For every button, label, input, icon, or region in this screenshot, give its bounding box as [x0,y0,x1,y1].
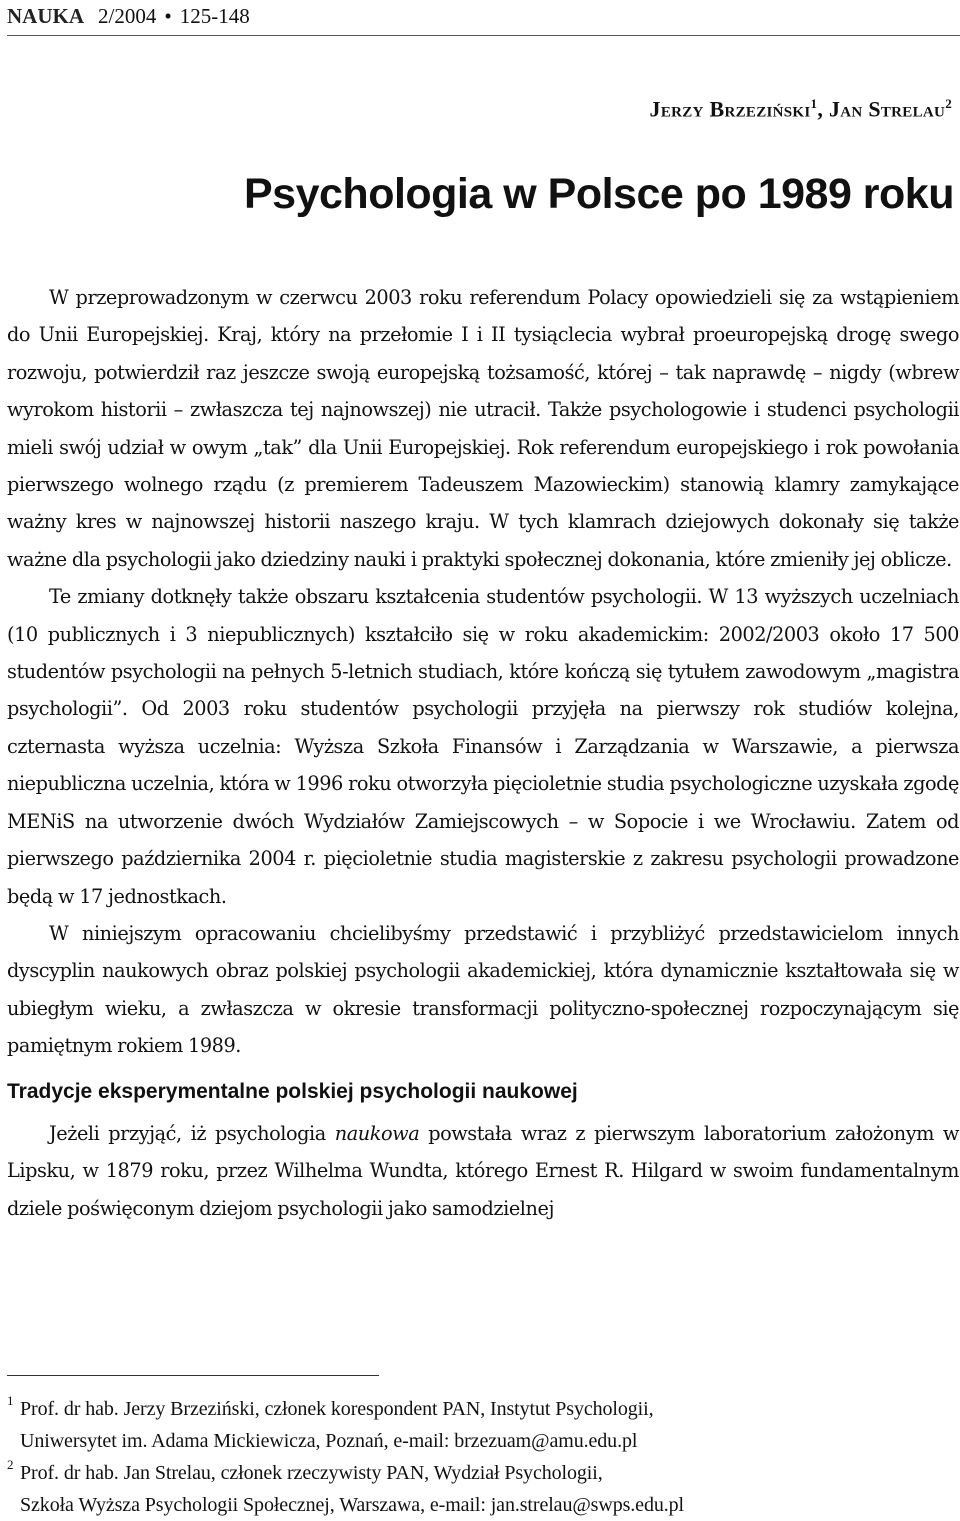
footnote-1-line-2: Uniwersytet im. Adama Mickiewicza, Poznań, e-mail: brzezuam@amu.edu.pl [20,1430,638,1452]
footnote-2 [7,1457,957,1521]
running-header [7,2,960,36]
article-body [7,279,959,1227]
article-authors [650,96,952,122]
footnotes [7,1393,957,1521]
paragraph-1: W przeprowadzonym w czerwcu 2003 roku referendum Polacy opowiedzieli się za wstąpieniem do Unii Europejskiej. Kraj, który na przełomie I i II tysiąclecia wybrał proeuropejską drogę swego rozwoju, potwierdził raz jeszcze swoją europejską tożsamość, której – tak naprawdę – nigdy (wbrew wyrokom historii – zwłaszcza tej najnowszej) nie utracił. Także psychologowie i studenci psychologii mieli swój udział w owym „tak” dla Unii Europejskiej. Rok referendum europejskiego i rok powołania pierwszego wolnego rządu (z premierem Tadeuszem Mazowieckim) stanowią klamry zamykające ważny kres w najnowszej historii naszego kraju. W tych klamrach dziejowych dokonały się także ważne dla psychologii jako dziedziny nauki i praktyki społecznej dokonania, które zmieniły jej oblicze. [7,286,959,571]
footnote-1 [7,1393,957,1457]
author-2-name: Jan Strelau [828,96,946,122]
footnote-2-mark: 2 [7,1457,14,1472]
issue-number: 2/2004 [98,4,157,28]
footnote-2-line-2: Szkoła Wyższa Psychologii Społecznej, Warszawa, e-mail: jan.strelau@swps.edu.pl [20,1494,685,1516]
footnote-1-mark: 1 [7,1393,14,1408]
italic-term: naukowa [334,1121,420,1145]
paragraph-4-start: Jeżeli przyjąć, iż psychologia [49,1121,335,1145]
page-range: 125-148 [179,4,250,28]
article-title: Psychologia w Polsce po 1989 roku [244,170,954,218]
author-separator: , [817,96,824,122]
paragraph-4-end: powstała wraz z pierwszym laboratorium założonym w Lipsku, w 1879 roku, przez Wilhelma Wundta, którego Ernest R. Hilgard w swoim fundamentalnym dziele poświęconym dziejom psychologii jako samodzielnej [7,1121,959,1220]
footnote-1-line-1: Prof. dr hab. Jerzy Brzeziński, członek korespondent PAN, Instytut Psychologii, [20,1398,654,1420]
author-1-footnote-mark: 1 [810,96,818,111]
author-1-name: Jerzy Brzeziński [649,96,811,122]
bullet-separator: • [164,4,172,28]
journal-name: NAUKA [7,4,84,28]
paragraph-4 [7,1115,959,1227]
author-2-footnote-mark: 2 [945,96,952,111]
paragraph-3: W niniejszym opracowaniu chcielibyśmy przedstawić i przybliżyć przedstawicielom innych dyscyplin naukowych obraz polskiej psychologii akademickiej, która dynamicznie kształtowała się w ubiegłym wieku, a zwłaszcza w okresie transformacji polityczno-społecznej rozpoczynającym się pamiętnym rokiem 1989. [7,921,959,1058]
section-heading: Tradycje eksperymentalne polskiej psychologii naukowej [7,1079,578,1103]
paragraph-2: Te zmiany dotknęły także obszaru kształcenia studentów psychologii. W 13 wyższych uczelniach (10 publicznych i 3 niepublicznych) kształciło się w roku akademickim: 2002/2003 około 17 500 studentów psychologii na pełnych 5-letnich studiach, które kończą się tytułem zawodowym „magistra psychologii”. Od 2003 roku studentów psychologii przyjęła na pierwszy rok studiów kolejna, czternasta wyższa uczelnia: Wyższa Szkoła Finansów i Zarządzania w Warszawie, a pierwsza niepubliczna uczelnia, która w 1996 roku otworzyła pięcioletnie studia psychologiczne uzyskała zgodę MENiS na utworzenie dwóch Wydziałów Zamiejscowych – w Sopocie i we Wrocławiu. Zatem od pierwszego października 2004 r. pięcioletnie studia magisterskie z zakresu psychologii prowadzone będą w 17 jednostkach. [7,585,959,908]
footnote-2-line-1: Prof. dr hab. Jan Strelau, członek rzeczywisty PAN, Wydział Psychologii, [20,1462,603,1484]
footnote-divider [7,1375,379,1376]
